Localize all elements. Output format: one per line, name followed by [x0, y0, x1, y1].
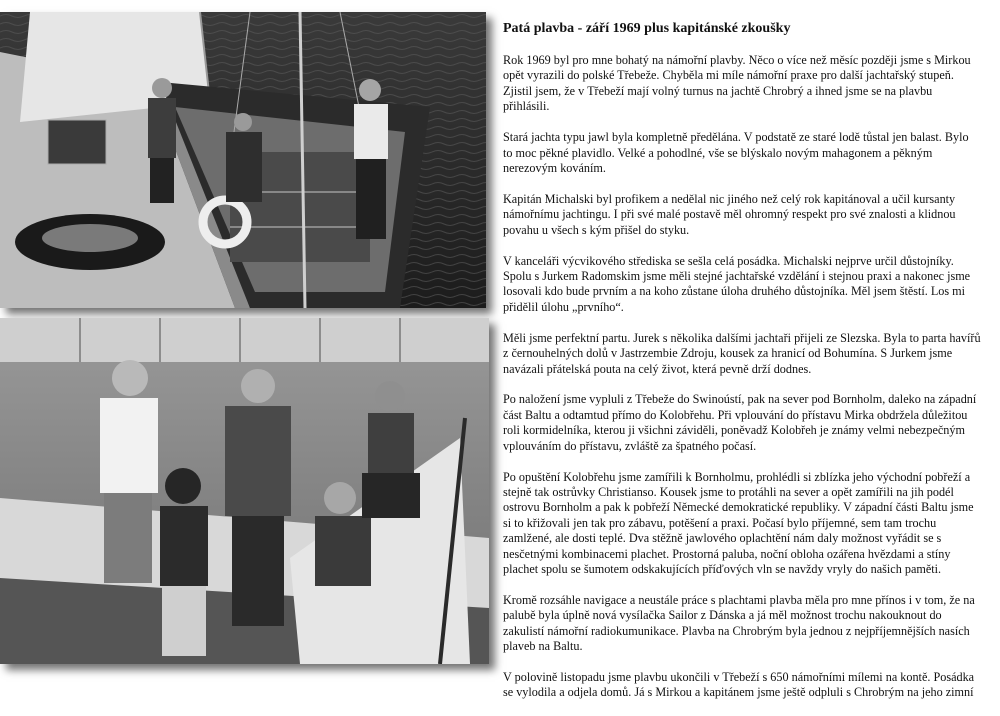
article-paragraph: Po naložení jsme vypluli z Třebeže do Swinoústí, pak na sever pod Bornholm, daleko na západní část Baltu a odtamtud přímo do Kolobřehu. Při vplouvání do přístavu Mirka obdržela důležitou roli kormidelníka, kterou ji všichni záviděli, poněvadž Kolobřeh je známy velmi nebezpečným vplouváním do přístavu, zvláště za špatného počasí.	[503, 392, 977, 453]
article-paragraph: Měli jsme perfektní partu. Jurek s několika dalšími jachtaři přijeli ze Slezska. Byla to parta havířů z černouhelných dolů v Jastrzembie Zdroju, kousek za hranicí od Bohumína. S Jurkem jsme navázali přátelská pouta na celý život, která pevně drží dodnes.	[503, 330, 981, 376]
crew-group-photo	[0, 318, 489, 664]
article-title: Patá plavba - září 1969 plus kapitánské zkoušky	[503, 21, 791, 36]
article-paragraph: Kromě rozsáhle navigace a neustále práce s plachtami plavba měla pro mne přínos i v tom, že na palubě byla úplně nová vysílačka Sailor z Dánska a já měl možnost trochu nakouknout do zakulistí námořní radiokumunikace. Plavba na Chrobrým byla jednou z nejpříjemnějších nasích plaveb na Baltu.	[503, 592, 975, 654]
article-paragraph: Stará jachta typu jawl byla kompletně předělána. V podstatě ze staré lodě tůstal jen balast. Bylo to moc pěkné plavidlo. Velké a pohodlné, vše se blýskalo novým mahagonem a pěkným nerezovým kováním.	[503, 130, 969, 175]
article	[503, 20, 981, 716]
article-paragraph: V kanceláři výcvikového střediska se sešla celá posádka. Michalski nejprve určil důstojníky. Spolu s Jurkem Radomskim jsme měli stejné jachtařské vzdělání i stejnou praxi a nakonec jsme losovali kdo bude prvním a na koho zůstane úloha druhého důstojníka. Měl jsem štěstí. Los mi přidělil úlohu „prvního“.	[503, 253, 971, 314]
article-paragraph: Kapitán Michalski byl profikem a nedělal nic jiného než celý rok kapitánoval a učil kursanty námořnímu jachtingu. I při své malé postavě měl ohromný respekt pro své znalosti a klidnou povahu u všech s kým přišel do styku.	[503, 191, 956, 237]
article-paragraph: Po opuštění Kolobřehu jsme zamířili k Bornholmu, prohlédli si zblízka jeho východní pobřeží a stejně tak ostrůvky Christianso. Kousek jsme to protáhli na sever a opět zamířili na jih podél ostrovu Bornholm a pak k pobřeží Německé demokratické republiky. V západní části Baltu jsme si to křižovali jen tak pro zábavu, potěšení a praxi. Počasí bylo příjemné, sem tam trochu zamlžené, ale dosti teplé. Dva stěžně jawlového oplachtění nám daly možnost vyřádit se s nesčetnými kombinacemi plachet. Prostorná paluba, noční obloha ozářena hvězdami a stíny plachet spolu se šumotem odskakujících příďových vln se navždy vryly do našich paměti.	[503, 469, 974, 576]
article-paragraph: Rok 1969 byl pro mne bohatý na námořní plavby. Něco o více než měsíc později jsme s Mirkou opět vyrazili do polské Třebeže. Chyběla mi míle námořní praxe pro další jachtařský stupeň. Zjistil jsem, že v Třebeží mají volný turnus na jachtě Chrobrý a ihned jsme se na plavbu přihlásili.	[503, 53, 971, 114]
article-paragraph: V polovině listopadu jsme plavbu ukončili v Třebeží s 650 námořními mílemi na kontě. Posádka se vylodila a odjela domů. Já s Mirkou a kapitánem jsme ještě odpluli s Chrobrým na jeho zimní	[503, 670, 975, 700]
photo-column	[0, 0, 492, 674]
sailboat-deck-photo	[0, 12, 486, 308]
